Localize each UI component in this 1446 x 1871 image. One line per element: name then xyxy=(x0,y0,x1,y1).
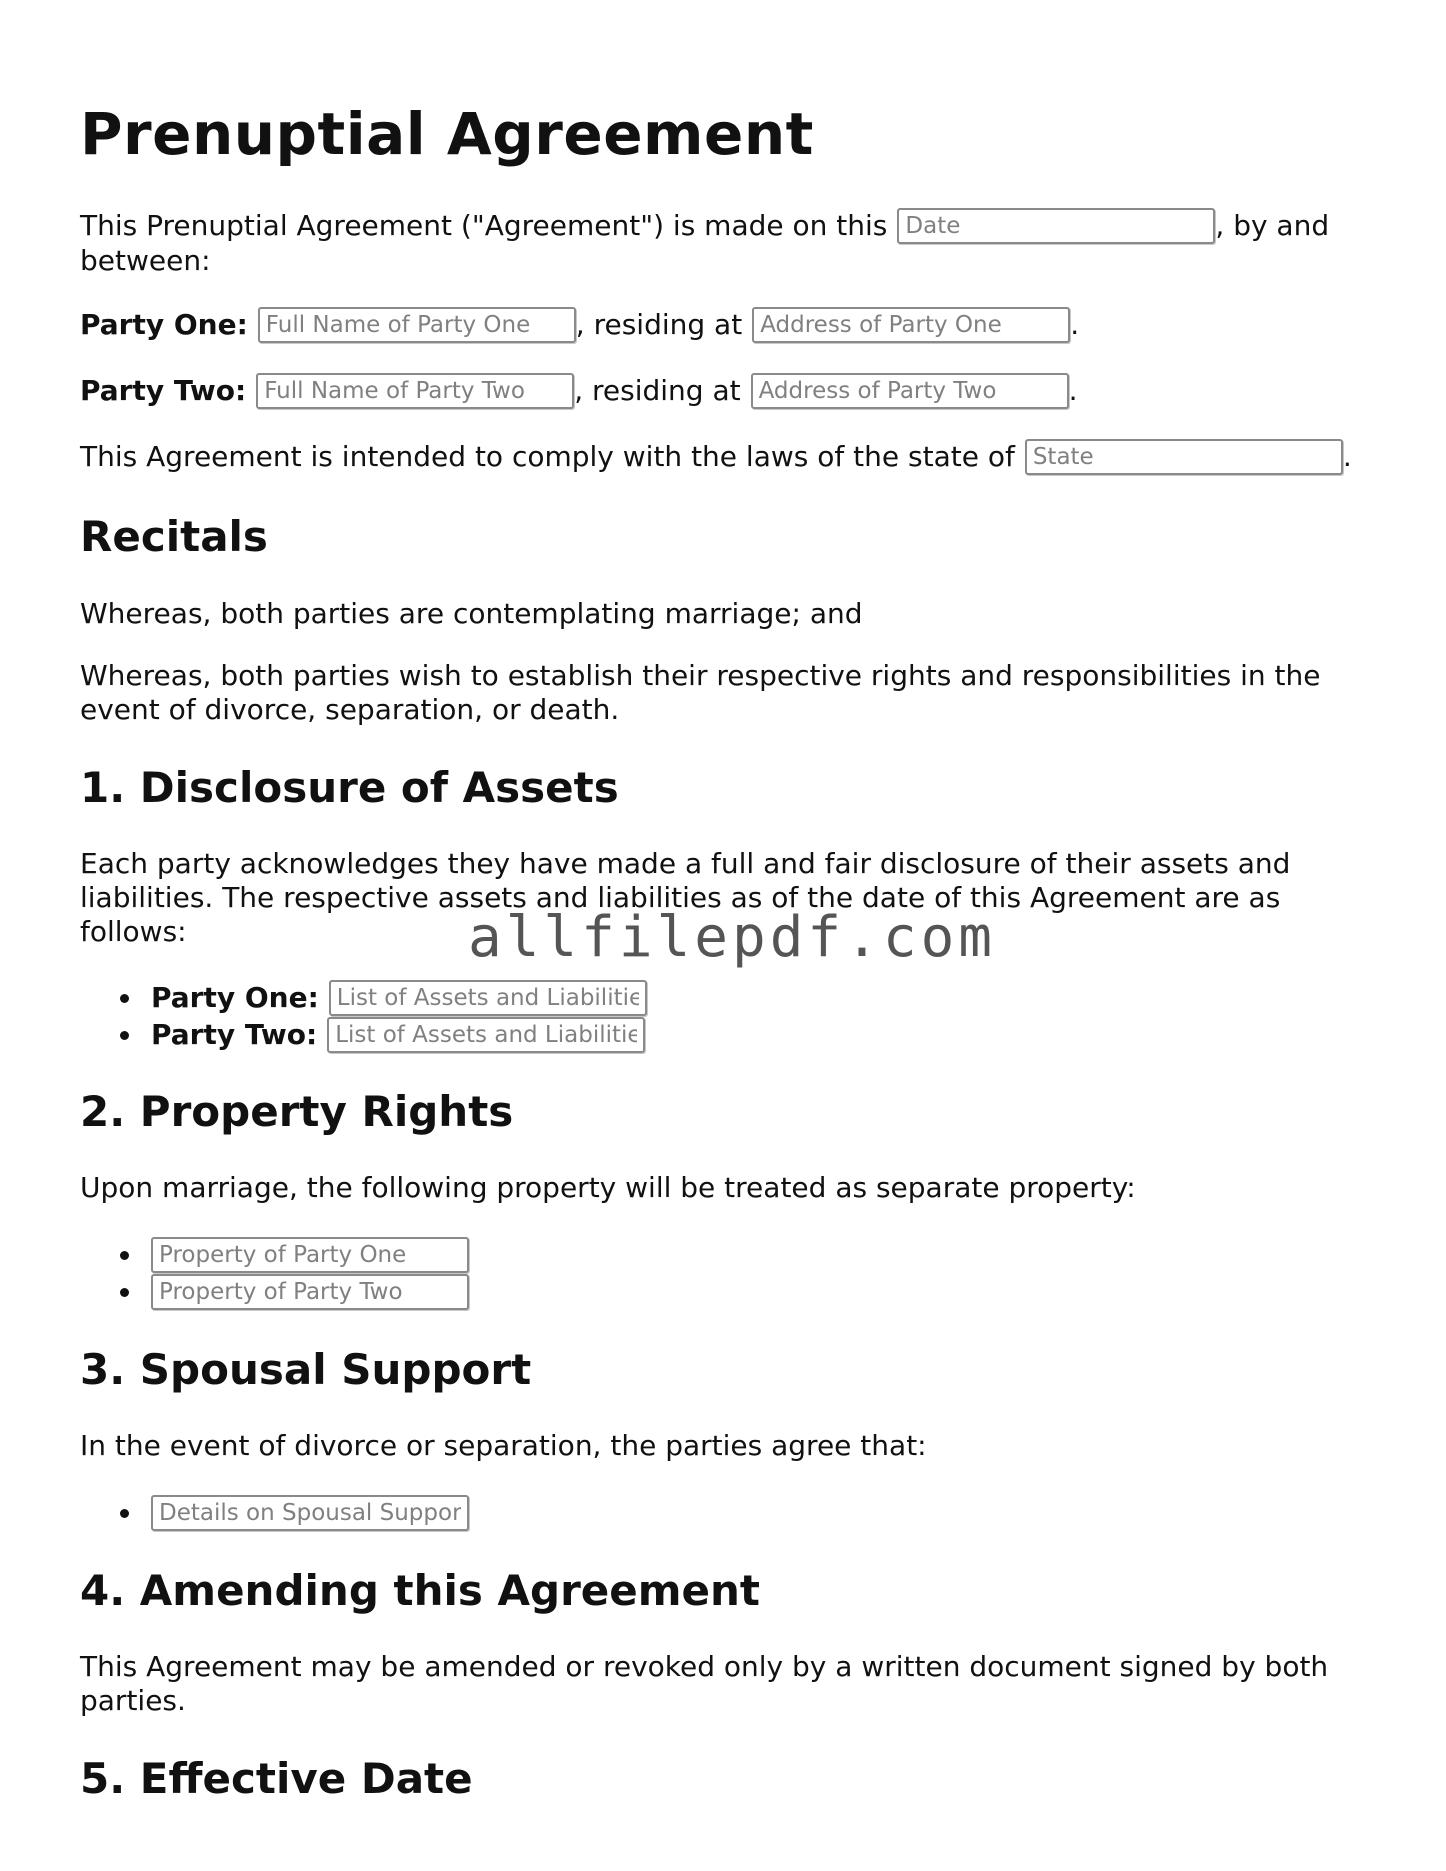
list-item xyxy=(120,1017,645,1053)
intro-line xyxy=(80,208,1329,244)
section-4-heading: 4. Amending this Agreement xyxy=(80,1566,760,1615)
page-title: Prenuptial Agreement xyxy=(80,100,814,168)
party-one-residing-text: , residing at xyxy=(575,308,743,341)
watermark-text: allfilepdf.com xyxy=(468,905,997,970)
assets-party-one-label: Party One: xyxy=(151,981,319,1014)
list-item xyxy=(120,980,647,1016)
party-one-address-field[interactable] xyxy=(752,307,1070,343)
section-1-paragraph: Each party acknowledges they have made a full and fair disclosure of their assets and liabilities. The respective assets and liabilities as of the date of this Agreement are as follows: xyxy=(80,847,1291,948)
property-party-one-field[interactable] xyxy=(151,1237,469,1273)
party-two-name-field[interactable] xyxy=(256,373,574,409)
party-two-address-field[interactable] xyxy=(751,373,1069,409)
assets-party-one-field[interactable] xyxy=(329,980,647,1016)
recitals-paragraph-2: Whereas, both parties wish to establish their respective rights and responsibilities in the event of divorce, separation, or death. xyxy=(80,659,1321,726)
list-item xyxy=(120,1237,469,1273)
intro-line-2 xyxy=(80,244,211,278)
state-field[interactable] xyxy=(1025,439,1343,475)
assets-party-two-label: Party Two: xyxy=(151,1018,318,1051)
party-two-period: . xyxy=(1068,374,1078,407)
bullet-icon xyxy=(120,1251,129,1260)
party-one-line xyxy=(80,307,1079,343)
state-line xyxy=(80,439,1352,475)
party-one-period: . xyxy=(1070,308,1080,341)
intro-text: This Prenuptial Agreement ("Agreement") is made on this xyxy=(80,209,888,242)
date-field[interactable] xyxy=(897,208,1215,244)
bullet-icon xyxy=(120,1509,129,1518)
party-two-label: Party Two: xyxy=(80,374,247,407)
section-3-paragraph: In the event of divorce or separation, the parties agree that: xyxy=(80,1429,927,1462)
list-item xyxy=(120,1495,469,1531)
party-two-line xyxy=(80,373,1078,409)
party-one-name-field[interactable] xyxy=(258,307,576,343)
bullet-icon xyxy=(120,1288,129,1297)
bullet-icon xyxy=(120,994,129,1003)
intro-text-2: between: xyxy=(80,244,211,277)
spousal-support-field[interactable] xyxy=(151,1495,469,1531)
state-line-period: . xyxy=(1342,440,1352,473)
section-3-heading: 3. Spousal Support xyxy=(80,1345,532,1394)
section-5-heading: 5. Effective Date xyxy=(80,1754,473,1803)
state-line-text: This Agreement is intended to comply with the laws of the state of xyxy=(80,440,1015,473)
bullet-icon xyxy=(120,1031,129,1040)
section-2-heading: 2. Property Rights xyxy=(80,1087,514,1136)
list-item xyxy=(120,1274,469,1310)
property-party-two-field[interactable] xyxy=(151,1274,469,1310)
recitals-paragraph-1: Whereas, both parties are contemplating marriage; and xyxy=(80,597,863,630)
assets-party-two-field[interactable] xyxy=(327,1017,645,1053)
section-2-paragraph: Upon marriage, the following property will be treated as separate property: xyxy=(80,1171,1136,1204)
intro-text-after: , by and xyxy=(1215,209,1330,242)
party-one-label: Party One: xyxy=(80,308,248,341)
party-two-residing-text: , residing at xyxy=(574,374,741,407)
section-4-paragraph: This Agreement may be amended or revoked only by a written document signed by both parties. xyxy=(80,1650,1329,1717)
recitals-heading: Recitals xyxy=(80,512,268,561)
section-1-heading: 1. Disclosure of Assets xyxy=(80,763,619,812)
